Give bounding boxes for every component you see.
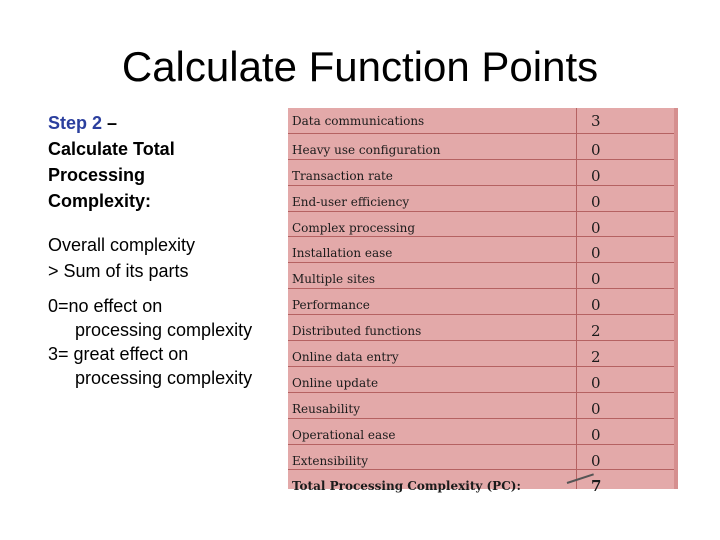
row-value: 0 — [591, 140, 601, 159]
step-dash: – — [102, 113, 118, 133]
complexity-note — [48, 232, 288, 284]
row-name: Performance — [292, 298, 370, 313]
row-name: Online data entry — [292, 350, 399, 365]
step-label: Step 2 — [48, 113, 103, 133]
total-value: 7 — [591, 477, 602, 496]
note-line-1: Overall complexity — [48, 235, 196, 255]
row-name: Heavy use configuration — [292, 142, 441, 157]
row-value: 0 — [591, 399, 601, 418]
table-row — [288, 367, 674, 393]
total-row — [288, 470, 674, 495]
table-row — [288, 289, 674, 315]
row-value: 0 — [591, 425, 601, 444]
row-name: Distributed functions — [292, 324, 422, 339]
table-row — [288, 263, 674, 289]
row-value: 0 — [591, 373, 601, 392]
row-value: 0 — [591, 270, 601, 289]
table-row — [288, 212, 674, 238]
table-row — [288, 160, 674, 186]
row-value: 0 — [591, 218, 601, 237]
row-name: Complex processing — [292, 220, 416, 235]
row-value: 2 — [591, 322, 601, 341]
row-value: 0 — [591, 296, 601, 315]
processing-complexity-table — [288, 108, 678, 496]
row-name: Extensibility — [292, 453, 368, 468]
scale-line-1: 0=no effect on — [48, 296, 163, 316]
scale-line-4: processing complexity — [75, 368, 253, 388]
row-name: Data communications — [292, 114, 425, 128]
scale-line-3: 3= great effect on — [48, 344, 189, 364]
table-row — [288, 315, 674, 341]
note-line-2: > Sum of its parts — [48, 261, 189, 281]
table-row — [288, 186, 674, 212]
step-heading — [48, 110, 288, 214]
table-row — [288, 237, 674, 263]
row-name: Transaction rate — [292, 168, 393, 183]
row-name: End-user efficiency — [292, 194, 410, 209]
row-name: Online update — [292, 375, 379, 390]
row-value: 0 — [591, 192, 601, 211]
table-row — [288, 445, 674, 471]
total-name: Total Processing Complexity (PC): — [292, 479, 521, 494]
row-value: 0 — [591, 451, 601, 470]
step-line-1: Calculate Total — [48, 139, 175, 159]
scale-note — [48, 294, 288, 390]
row-name: Multiple sites — [292, 272, 376, 287]
row-value: 3 — [591, 112, 601, 130]
row-name: Reusability — [292, 401, 360, 416]
table-row — [288, 108, 674, 134]
table-row — [288, 134, 674, 160]
table-row — [288, 393, 674, 419]
left-text-block — [48, 110, 288, 400]
row-value: 2 — [591, 348, 601, 367]
slide-title: Calculate Function Points — [121, 43, 599, 90]
scale-line-2: processing complexity — [75, 320, 253, 340]
step-line-3: Complexity: — [48, 191, 152, 211]
row-value: 0 — [591, 166, 601, 185]
step-line-2: Processing — [48, 165, 146, 185]
table-row — [288, 341, 674, 367]
row-value: 0 — [591, 244, 601, 263]
table-row — [288, 419, 674, 445]
row-name: Installation ease — [292, 246, 393, 261]
row-name: Operational ease — [292, 427, 396, 442]
